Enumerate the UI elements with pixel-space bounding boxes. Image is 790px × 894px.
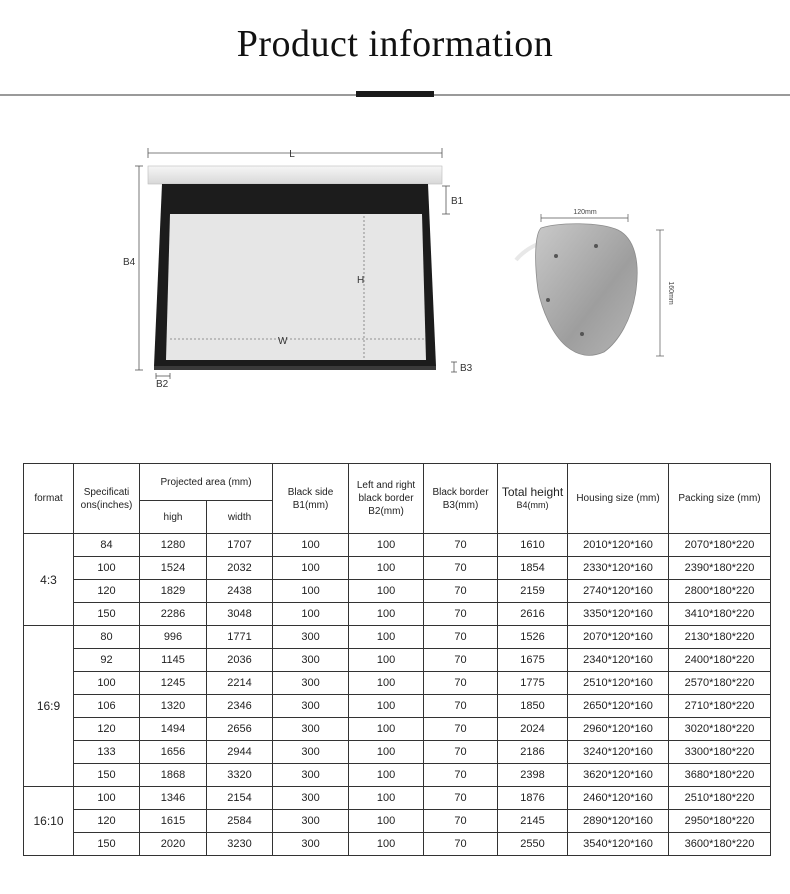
header-housing: Housing size (mm) bbox=[568, 464, 669, 534]
table-cell: 2186 bbox=[498, 741, 568, 764]
table-cell: 2130*180*220 bbox=[669, 626, 771, 649]
table-cell: 100 bbox=[74, 787, 140, 810]
table-cell: 70 bbox=[424, 810, 498, 833]
table-cell: 100 bbox=[273, 603, 349, 626]
table-cell: 2960*120*160 bbox=[568, 718, 669, 741]
table-cell: 1145 bbox=[140, 649, 207, 672]
table-cell: 70 bbox=[424, 787, 498, 810]
table-cell: 3410*180*220 bbox=[669, 603, 771, 626]
table-cell: 120 bbox=[74, 718, 140, 741]
table-cell: 1524 bbox=[140, 557, 207, 580]
table-cell: 2650*120*160 bbox=[568, 695, 669, 718]
table-row bbox=[24, 787, 771, 810]
table-cell: 300 bbox=[273, 764, 349, 787]
table-cell: 100 bbox=[273, 534, 349, 557]
header-projected-area: Projected area (mm) bbox=[140, 464, 273, 501]
table-cell: 300 bbox=[273, 787, 349, 810]
screen-bottom-bar bbox=[154, 366, 436, 370]
table-cell: 1615 bbox=[140, 810, 207, 833]
table-cell: 1656 bbox=[140, 741, 207, 764]
table-cell: 2010*120*160 bbox=[568, 534, 669, 557]
table-cell: 3680*180*220 bbox=[669, 764, 771, 787]
dimension-housing-width bbox=[541, 209, 628, 222]
table-cell: 100 bbox=[349, 626, 424, 649]
table-cell: 100 bbox=[273, 557, 349, 580]
table-cell: 2890*120*160 bbox=[568, 810, 669, 833]
table-row bbox=[24, 718, 771, 741]
header-format: format bbox=[24, 464, 74, 534]
table-row bbox=[24, 672, 771, 695]
table-cell: 3540*120*160 bbox=[568, 833, 669, 856]
table-cell: 2330*120*160 bbox=[568, 557, 669, 580]
header-b4-title: Total height bbox=[501, 484, 564, 499]
table-cell: 2398 bbox=[498, 764, 568, 787]
table-cell: 2460*120*160 bbox=[568, 787, 669, 810]
label-B1: B1 bbox=[451, 196, 464, 207]
table-cell: 70 bbox=[424, 649, 498, 672]
dimension-B1 bbox=[442, 186, 464, 214]
table-row bbox=[24, 534, 771, 557]
table-cell: 300 bbox=[273, 810, 349, 833]
table-row bbox=[24, 764, 771, 787]
table-cell: 3048 bbox=[207, 603, 273, 626]
header-b1: Black side B1(mm) bbox=[273, 464, 349, 534]
table-cell: 3240*120*160 bbox=[568, 741, 669, 764]
header-b2: Left and right black border B2(mm) bbox=[349, 464, 424, 534]
table-cell: 2390*180*220 bbox=[669, 557, 771, 580]
table-cell: 100 bbox=[349, 649, 424, 672]
table-cell: 120 bbox=[74, 580, 140, 603]
header-width: width bbox=[207, 501, 273, 534]
screen-projection-area bbox=[166, 214, 426, 360]
table-cell: 2070*180*220 bbox=[669, 534, 771, 557]
table-cell: 2710*180*220 bbox=[669, 695, 771, 718]
table-cell: 2346 bbox=[207, 695, 273, 718]
table-cell: 2286 bbox=[140, 603, 207, 626]
title-divider-accent bbox=[356, 91, 434, 97]
table-cell: 2438 bbox=[207, 580, 273, 603]
table-cell: 70 bbox=[424, 718, 498, 741]
table-cell: 100 bbox=[349, 810, 424, 833]
table-cell: 120 bbox=[74, 810, 140, 833]
table-cell: 2950*180*220 bbox=[669, 810, 771, 833]
table-cell: 133 bbox=[74, 741, 140, 764]
table-cell: 3230 bbox=[207, 833, 273, 856]
table-cell: 1707 bbox=[207, 534, 273, 557]
table-cell: 70 bbox=[424, 626, 498, 649]
table-cell: 2159 bbox=[498, 580, 568, 603]
table-cell: 80 bbox=[74, 626, 140, 649]
table-cell: 300 bbox=[273, 649, 349, 672]
header-b4-unit: B4(mm) bbox=[516, 499, 549, 510]
table-cell: 300 bbox=[273, 695, 349, 718]
table-cell: 100 bbox=[349, 603, 424, 626]
table-cell: 84 bbox=[74, 534, 140, 557]
format-cell: 16:9 bbox=[24, 626, 74, 787]
table-cell: 1854 bbox=[498, 557, 568, 580]
table-cell: 1771 bbox=[207, 626, 273, 649]
table-row bbox=[24, 557, 771, 580]
table-cell: 150 bbox=[74, 833, 140, 856]
table-cell: 1876 bbox=[498, 787, 568, 810]
table-cell: 70 bbox=[424, 534, 498, 557]
format-cell: 4:3 bbox=[24, 534, 74, 626]
label-B2: B2 bbox=[156, 379, 169, 390]
table-cell: 100 bbox=[349, 580, 424, 603]
table-cell: 1245 bbox=[140, 672, 207, 695]
table-cell: 100 bbox=[74, 557, 140, 580]
table-cell: 100 bbox=[349, 534, 424, 557]
table-cell: 100 bbox=[349, 764, 424, 787]
table-cell: 300 bbox=[273, 672, 349, 695]
table-cell: 1610 bbox=[498, 534, 568, 557]
dimension-L bbox=[148, 148, 442, 160]
table-cell: 3320 bbox=[207, 764, 273, 787]
table-cell: 300 bbox=[273, 718, 349, 741]
table-cell: 300 bbox=[273, 626, 349, 649]
spec-table-body bbox=[24, 534, 771, 856]
table-cell: 100 bbox=[349, 672, 424, 695]
table-cell: 2070*120*160 bbox=[568, 626, 669, 649]
table-cell: 2584 bbox=[207, 810, 273, 833]
dimension-B2 bbox=[156, 373, 170, 390]
table-cell: 70 bbox=[424, 580, 498, 603]
header-spec: Specificati ons(inches) bbox=[74, 464, 140, 534]
table-cell: 2024 bbox=[498, 718, 568, 741]
table-row bbox=[24, 833, 771, 856]
label-housing-width: 120mm bbox=[573, 209, 597, 216]
table-cell: 996 bbox=[140, 626, 207, 649]
table-cell: 3600*180*220 bbox=[669, 833, 771, 856]
dimension-B3 bbox=[451, 362, 473, 374]
table-cell: 100 bbox=[273, 580, 349, 603]
header-b3: Black border B3(mm) bbox=[424, 464, 498, 534]
table-cell: 3020*180*220 bbox=[669, 718, 771, 741]
table-cell: 70 bbox=[424, 695, 498, 718]
table-cell: 70 bbox=[424, 672, 498, 695]
dimension-housing-height bbox=[656, 230, 674, 356]
table-cell: 2400*180*220 bbox=[669, 649, 771, 672]
table-cell: 1868 bbox=[140, 764, 207, 787]
table-cell: 2340*120*160 bbox=[568, 649, 669, 672]
table-cell: 70 bbox=[424, 833, 498, 856]
header-b4 bbox=[498, 464, 568, 534]
table-cell: 2214 bbox=[207, 672, 273, 695]
table-cell: 3300*180*220 bbox=[669, 741, 771, 764]
table-cell: 1829 bbox=[140, 580, 207, 603]
table-cell: 2570*180*220 bbox=[669, 672, 771, 695]
table-cell: 2510*180*220 bbox=[669, 787, 771, 810]
table-cell: 3620*120*160 bbox=[568, 764, 669, 787]
table-cell: 70 bbox=[424, 764, 498, 787]
table-cell: 2154 bbox=[207, 787, 273, 810]
table-cell: 2550 bbox=[498, 833, 568, 856]
label-housing-height: 160mm bbox=[667, 281, 674, 305]
screen-case bbox=[148, 166, 442, 184]
table-cell: 100 bbox=[349, 557, 424, 580]
table-cell: 106 bbox=[74, 695, 140, 718]
table-cell: 70 bbox=[424, 741, 498, 764]
table-cell: 300 bbox=[273, 833, 349, 856]
table-cell: 1494 bbox=[140, 718, 207, 741]
label-B4: B4 bbox=[123, 257, 136, 268]
table-cell: 2145 bbox=[498, 810, 568, 833]
table-cell: 92 bbox=[74, 649, 140, 672]
table-cell: 100 bbox=[74, 672, 140, 695]
table-row bbox=[24, 649, 771, 672]
table-cell: 1675 bbox=[498, 649, 568, 672]
format-cell: 16:10 bbox=[24, 787, 74, 856]
label-B3: B3 bbox=[460, 363, 473, 374]
page-title: Product information bbox=[236, 23, 554, 65]
table-cell: 70 bbox=[424, 557, 498, 580]
table-cell: 100 bbox=[349, 833, 424, 856]
table-row bbox=[24, 810, 771, 833]
table-cell: 1346 bbox=[140, 787, 207, 810]
table-cell: 2800*180*220 bbox=[669, 580, 771, 603]
table-cell: 1280 bbox=[140, 534, 207, 557]
table-cell: 2020 bbox=[140, 833, 207, 856]
label-L: L bbox=[289, 149, 295, 160]
table-cell: 3350*120*160 bbox=[568, 603, 669, 626]
table-cell: 100 bbox=[349, 718, 424, 741]
table-cell: 150 bbox=[74, 603, 140, 626]
table-cell: 2656 bbox=[207, 718, 273, 741]
dimension-B4 bbox=[123, 166, 143, 370]
table-cell: 150 bbox=[74, 764, 140, 787]
table-cell: 70 bbox=[424, 603, 498, 626]
table-row bbox=[24, 580, 771, 603]
table-cell: 2740*120*160 bbox=[568, 580, 669, 603]
label-W: W bbox=[278, 336, 288, 347]
table-cell: 1320 bbox=[140, 695, 207, 718]
table-cell: 2510*120*160 bbox=[568, 672, 669, 695]
table-row bbox=[24, 603, 771, 626]
spec-table bbox=[23, 463, 771, 856]
table-cell: 100 bbox=[349, 741, 424, 764]
table-cell: 100 bbox=[349, 695, 424, 718]
table-cell: 2944 bbox=[207, 741, 273, 764]
table-header-row bbox=[24, 464, 771, 501]
table-row bbox=[24, 741, 771, 764]
table-cell: 2032 bbox=[207, 557, 273, 580]
table-cell: 1526 bbox=[498, 626, 568, 649]
table-cell: 1775 bbox=[498, 672, 568, 695]
table-cell: 2036 bbox=[207, 649, 273, 672]
product-diagram bbox=[0, 130, 790, 400]
housing-end-cap bbox=[516, 224, 637, 356]
table-cell: 2616 bbox=[498, 603, 568, 626]
header-high: high bbox=[140, 501, 207, 534]
table-cell: 300 bbox=[273, 741, 349, 764]
header-packing: Packing size (mm) bbox=[669, 464, 771, 534]
label-H: H bbox=[357, 275, 365, 286]
table-row bbox=[24, 695, 771, 718]
table-row bbox=[24, 626, 771, 649]
table-cell: 100 bbox=[349, 787, 424, 810]
table-cell: 1850 bbox=[498, 695, 568, 718]
